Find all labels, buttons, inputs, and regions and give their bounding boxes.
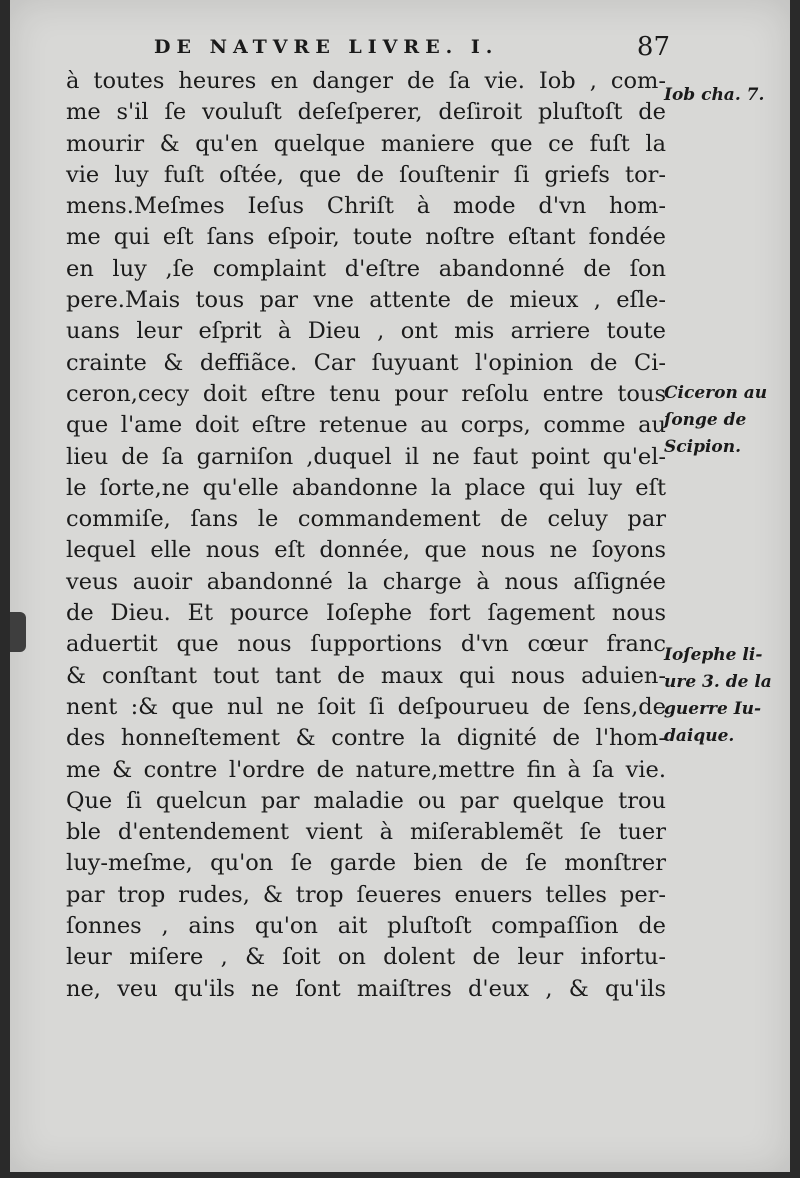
margin-note-line: ure 3. de la: [664, 672, 772, 692]
text-line: des honneſtement & contre la dignité de l'hom-: [66, 725, 666, 752]
text-line: en luy ,ſe complaint d'eſtre abandonné de ſon: [66, 255, 666, 282]
page-number: 87: [636, 32, 670, 62]
text-line: veus auoir abandonné la charge à nous aſſignée: [66, 568, 666, 595]
margin-note-line: ſonge de: [664, 410, 747, 430]
text-line: ceron,cecy doit eſtre tenu pour reſolu entre tous: [66, 380, 666, 407]
text-line: à toutes heures en danger de ſa vie. Iob , com-: [66, 68, 666, 94]
text-line: luy-meſme, qu'on ſe garde bien de ſe monſtrer: [66, 850, 666, 877]
text-line: nent :& que nul ne ſoit ſi deſpourueu de ſens,de: [66, 693, 666, 720]
text-line: me s'il ſe vouluſt deſeſperer, deſiroit pluſtoſt de: [66, 99, 666, 126]
margin-note-cicero: [664, 380, 788, 461]
margin-note-line: guerre Iu-: [664, 699, 762, 719]
margin-note-line: daique.: [664, 726, 735, 746]
text-line: pere.Mais tous par vne attente de mieux , eſle-: [66, 287, 666, 314]
text-line: ſonnes , ains qu'on ait pluſtoſt compaſſion de: [66, 913, 666, 940]
text-line: me qui eſt ſans eſpoir, toute noſtre eſtant fondée: [66, 224, 666, 251]
text-line: me & contre l'ordre de nature,mettre fin à ſa vie.: [66, 756, 666, 783]
text-line: mens.Meſmes Ieſus Chriſt à mode d'vn hom-: [66, 193, 666, 220]
margin-note-line: Ciceron au: [664, 383, 768, 403]
text-line: par trop rudes, & trop ſeueres enuers telles per-: [66, 881, 666, 908]
text-line: ble d'entendement vient à miſerablemẽt ſe tuer: [66, 819, 666, 846]
text-line: mourir & qu'en quelque maniere que ce fuſt la: [66, 130, 666, 157]
text-line: crainte & deffiãce. Car ſuyuant l'opinion de Ci-: [66, 349, 666, 376]
margin-note-job: [664, 82, 788, 109]
text-line: uans leur eſprit à Dieu , ont mis arriere toute: [66, 318, 666, 345]
text-line: Que ſi quelcun par maladie ou par quelque trou: [66, 787, 666, 814]
text-line: ne, veu qu'ils ne ſont maiſtres d'eux , & qu'ils: [66, 975, 666, 1002]
text-line: & conſtant tout tant de maux qui nous aduien-: [66, 662, 666, 689]
text-line: vie luy fuſt oſtée, que de ſouſtenir ſi griefs tor-: [66, 161, 666, 188]
text-line: leur miſere , & ſoit on dolent de leur infortu-: [66, 944, 666, 971]
text-line: aduertit que nous ſupportions d'vn cœur franc: [66, 631, 666, 658]
book-page: [10, 0, 790, 1172]
running-head: DE NATVRE LIVRE. I.: [154, 36, 499, 58]
text-line: lieu de ſa garniſon ,duquel il ne faut point qu'el-: [66, 443, 666, 470]
margin-note-josephus: [664, 642, 788, 750]
text-line: lequel elle nous eſt donnée, que nous ne ſoyons: [66, 537, 666, 564]
text-line: que l'ame doit eſtre retenue au corps, comme au: [66, 412, 666, 439]
page-tab-marker: [10, 612, 26, 652]
text-line: commiſe, ſans le commandement de celuy par: [66, 506, 666, 533]
margin-note-line: Ioſephe li-: [664, 645, 763, 665]
body-text: [66, 66, 666, 1005]
page-header: [150, 32, 670, 64]
text-line: le ſorte,ne qu'elle abandonne la place qui luy eſt: [66, 474, 666, 501]
margin-note-line: Iob cha. 7.: [664, 85, 765, 105]
text-line: de Dieu. Et pource Ioſephe fort ſagement nous: [66, 600, 666, 627]
margin-note-line: Scipion.: [664, 437, 742, 457]
